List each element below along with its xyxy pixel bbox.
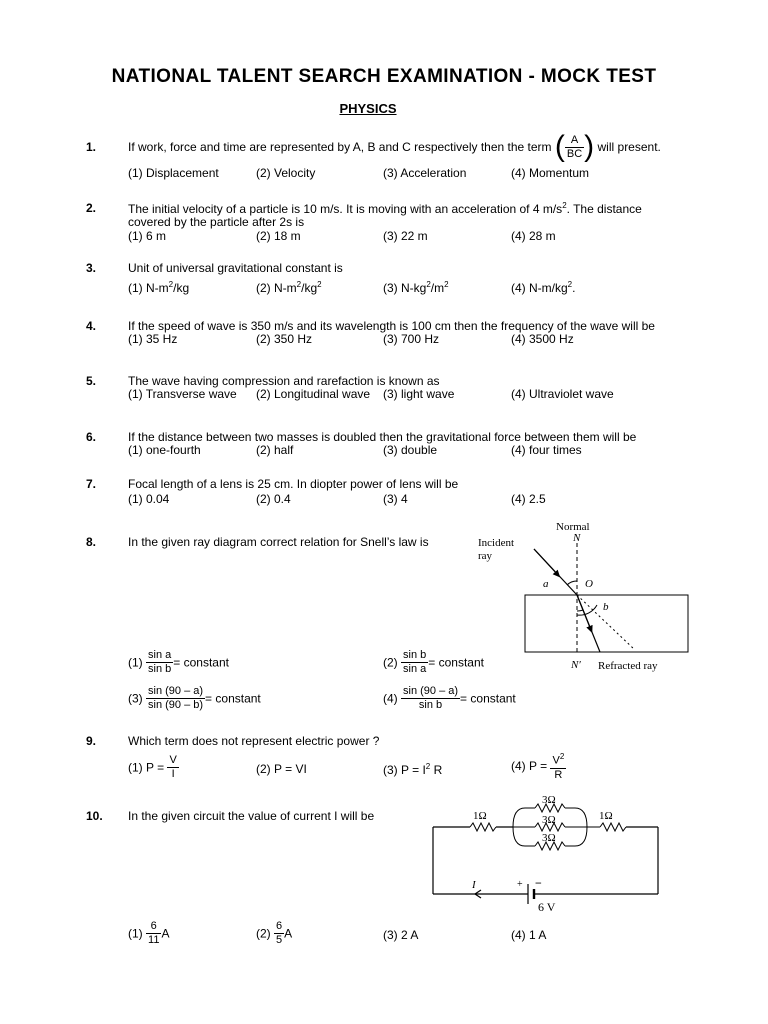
q1-option-3[interactable]: (3) Acceleration [383,166,467,180]
q9-o4-fraction [550,750,566,782]
q8-o2-label: (2) [383,655,398,670]
q10-o2-label: (2) [256,926,271,941]
question-4-text: If the speed of wave is 350 m/s and its wavelength is 100 cm then the frequency of the wave will be [128,319,655,333]
q10-option-2[interactable] [256,920,292,947]
q6-option-3[interactable]: (3) double [383,443,438,457]
question-number-9: 9. [86,734,97,748]
q10-o2-den: 5 [276,934,283,946]
q8-o4-den: sin b [418,699,443,711]
q2-option-2[interactable]: (2) 18 m [256,229,301,243]
q5-option-1[interactable]: (1) Transverse wave [128,387,237,401]
question-number-7: 7. [86,477,97,491]
wire-parallel-top-left [513,808,535,827]
q9-o1-fraction [167,754,178,781]
q2-option-4[interactable]: (4) 28 m [511,229,556,243]
question-number-8: 8. [86,535,97,549]
q8-option-3[interactable] [128,685,261,712]
q1-fraction [565,134,584,161]
q10-o2-fraction [274,920,284,947]
angle-a-arc [567,581,577,585]
q9-o1-den: I [171,768,175,780]
q10-o1-unit: A [161,926,170,941]
circuit-diagram [425,790,665,915]
q2-option-3[interactable]: (3) 22 m [383,229,428,243]
q7-option-3[interactable]: (3) 4 [383,492,408,506]
label-ray: ray [478,550,493,562]
q1-option-2[interactable]: (2) Velocity [256,166,316,180]
q9-o1-num: V [169,754,177,766]
q2-sup: 2 [562,201,567,210]
q8-option-1[interactable] [128,649,229,676]
q8-o3-fraction [146,685,205,712]
q8-o1-label: (1) [128,655,143,670]
angle-b-arc-1 [577,610,583,611]
q7-option-1[interactable]: (1) 0.04 [128,492,170,506]
q4-option-1[interactable]: (1) 35 Hz [128,332,178,346]
label-plus: + [517,879,523,890]
question-number-1: 1. [86,140,97,154]
question-number-5: 5. [86,374,97,388]
q10-o1-den: 11 [148,934,160,946]
label-current: I [472,879,476,891]
subject-heading: PHYSICS [339,101,397,116]
q5-option-2[interactable]: (2) Longitudinal wave [256,387,371,401]
label-o: O [585,578,593,590]
page-title: NATIONAL TALENT SEARCH EXAMINATION - MOCK TEST [111,66,657,87]
q3-option-2[interactable] [256,280,322,295]
wire-parallel-bot-right [565,827,587,846]
label-r-top: 3Ω [542,794,556,806]
label-voltage: 6 V [538,900,556,914]
q10-o1-fraction [146,920,161,947]
question-1-text [128,132,661,162]
q3-option-4[interactable] [511,280,575,295]
angle-b-arc-2 [577,605,597,615]
q9-o4-den: R [554,768,563,781]
q8-o1-den: sin b [148,663,172,675]
wire-parallel-top-right [565,808,587,827]
q9-o1-label: (1) P = [128,760,165,775]
q3-o1-sup: 2 [168,280,174,289]
q8-option-4[interactable] [383,685,516,712]
q10-o2-unit: A [284,926,293,941]
q8-o4-fraction [401,685,460,712]
q3-o3-b: /m [430,281,445,295]
q2-option-1[interactable]: (1) 6 m [128,229,167,243]
q3-o3-sup1: 2 [426,280,431,289]
label-n-prime: N′ [571,659,581,671]
q8-o2-fraction [401,649,428,676]
q8-o1-rhs: = constant [173,655,229,670]
q10-option-3[interactable]: (3) 2 A [383,928,419,942]
label-minus: − [535,876,542,890]
wire-parallel-bot-left [513,827,535,846]
q9-o4-label: (4) P = [511,758,548,773]
q1-paren-close: ) [584,130,595,163]
q9-option-3[interactable] [383,762,442,777]
label-r-mid: 3Ω [542,814,556,826]
q2-line1: The initial velocity of a particle is 10 m/s. It is moving with an acceleration of 4 m/s [128,202,563,216]
q9-option-4[interactable] [511,750,566,782]
q3-o3-sup2: 2 [444,280,449,289]
question-2-line-2: covered by the particle after 2s is [128,215,305,229]
q8-o3-den: sin (90 – b) [148,699,204,711]
q9-option-2[interactable]: (2) P = VI [256,762,307,776]
q9-o4-num-sup: 2 [559,752,565,761]
q3-o2-b: /kg [301,281,318,295]
q10-o2-num: 6 [276,920,283,932]
q8-o2-rhs: = constant [428,655,484,670]
q8-option-2[interactable] [383,649,484,676]
q4-option-3[interactable]: (3) 700 Hz [383,332,440,346]
question-number-4: 4. [86,319,97,333]
label-n: N [573,532,581,544]
q3-o2-sup1: 2 [296,280,302,289]
q1-text-before: If work, force and time are represented by A, B and C respectively then the term [128,140,552,154]
resistor-left [470,823,496,831]
question-10-text: In the given circuit the value of current I will be [128,809,375,823]
q5-option-4[interactable]: (4) Ultraviolet wave [511,387,614,401]
q10-o1-label: (1) [128,926,143,941]
q4-option-2[interactable]: (2) 350 Hz [256,332,313,346]
resistor-right [600,823,626,831]
q3-o4-b: . [572,281,576,295]
q9-option-1[interactable] [128,754,179,781]
label-normal: Normal [556,521,590,533]
question-number-2: 2. [86,201,97,215]
q3-option-1[interactable] [128,280,189,295]
q3-o3-a: (3) N-kg [383,281,427,295]
q8-o4-label: (4) [383,691,398,706]
q2-line1-end: . The distance [566,202,642,216]
q10-option-1[interactable] [128,920,169,947]
q3-o2-a: (2) N-m [256,281,297,295]
label-r-left: 1Ω [473,810,487,822]
q1-option-1[interactable]: (1) Displacement [128,166,219,180]
question-5-text: The wave having compression and rarefaction is known as [128,374,440,388]
q4-option-4[interactable]: (4) 3500 Hz [511,332,574,346]
label-refracted-ray: Refracted ray [598,660,658,672]
label-a: a [543,578,549,590]
label-incident: Incident [478,537,515,549]
q1-text-after: will present. [597,140,661,154]
q6-option-4[interactable]: (4) four times [511,443,582,457]
q9-o3-b: R [430,763,443,777]
question-number-6: 6. [86,430,97,444]
q6-option-1[interactable]: (1) one-fourth [128,443,201,457]
question-7-text: Focal length of a lens is 25 cm. In diopter power of lens will be [128,477,459,491]
q3-option-3[interactable] [383,280,449,295]
q3-o2-sup2: 2 [317,280,322,289]
q10-option-4[interactable]: (4) 1 A [511,928,547,942]
q1-paren-open: ( [554,130,565,163]
q5-option-3[interactable]: (3) light wave [383,387,455,401]
question-6-text: If the distance between two masses is doubled then the gravitational force between them will be [128,430,637,444]
question-number-3: 3. [86,261,97,275]
q8-o3-rhs: = constant [205,691,261,706]
question-2-line-1 [128,201,642,216]
question-9-text: Which term does not represent electric power ? [128,734,380,748]
question-number-10: 10. [86,809,103,823]
q8-o3-label: (3) [128,691,143,706]
q8-o2-num: sin b [403,649,427,661]
q3-o1-b: /kg [173,281,190,295]
q8-o3-num: sin (90 – a) [148,685,204,697]
label-r-right: 1Ω [599,810,613,822]
q8-o1-num: sin a [148,649,172,661]
q6-option-2[interactable]: (2) half [256,443,294,457]
label-r-bottom: 3Ω [542,832,556,844]
snell-ray-diagram [470,515,700,675]
question-8-text: In the given ray diagram correct relation for Snell’s law is [128,535,429,549]
q7-option-2[interactable]: (2) 0.4 [256,492,291,506]
q8-o1-fraction [146,649,173,676]
q3-o1-a: (1) N-m [128,281,169,295]
q9-o3-sup: 2 [425,762,431,771]
question-3-text: Unit of universal gravitational constant is [128,261,343,275]
q9-o4-num-wrap [550,750,566,769]
q7-option-4[interactable]: (4) 2.5 [511,492,546,506]
q1-frac-den: BC [566,147,583,160]
q8-o4-rhs: = constant [460,691,516,706]
q9-o3-a: (3) P = I [383,763,426,777]
q9-o4-num: V [552,754,560,767]
q8-o2-den: sin a [403,663,427,675]
label-b: b [603,601,609,613]
q3-o4-sup: 2 [567,280,573,289]
q1-frac-num: A [565,134,584,148]
q8-o4-num: sin (90 – a) [403,685,459,697]
incident-arrow [534,549,558,575]
q10-o1-num: 6 [146,920,161,934]
q3-o4-a: (4) N-m/kg [511,281,568,295]
q1-option-4[interactable]: (4) Momentum [511,166,590,180]
